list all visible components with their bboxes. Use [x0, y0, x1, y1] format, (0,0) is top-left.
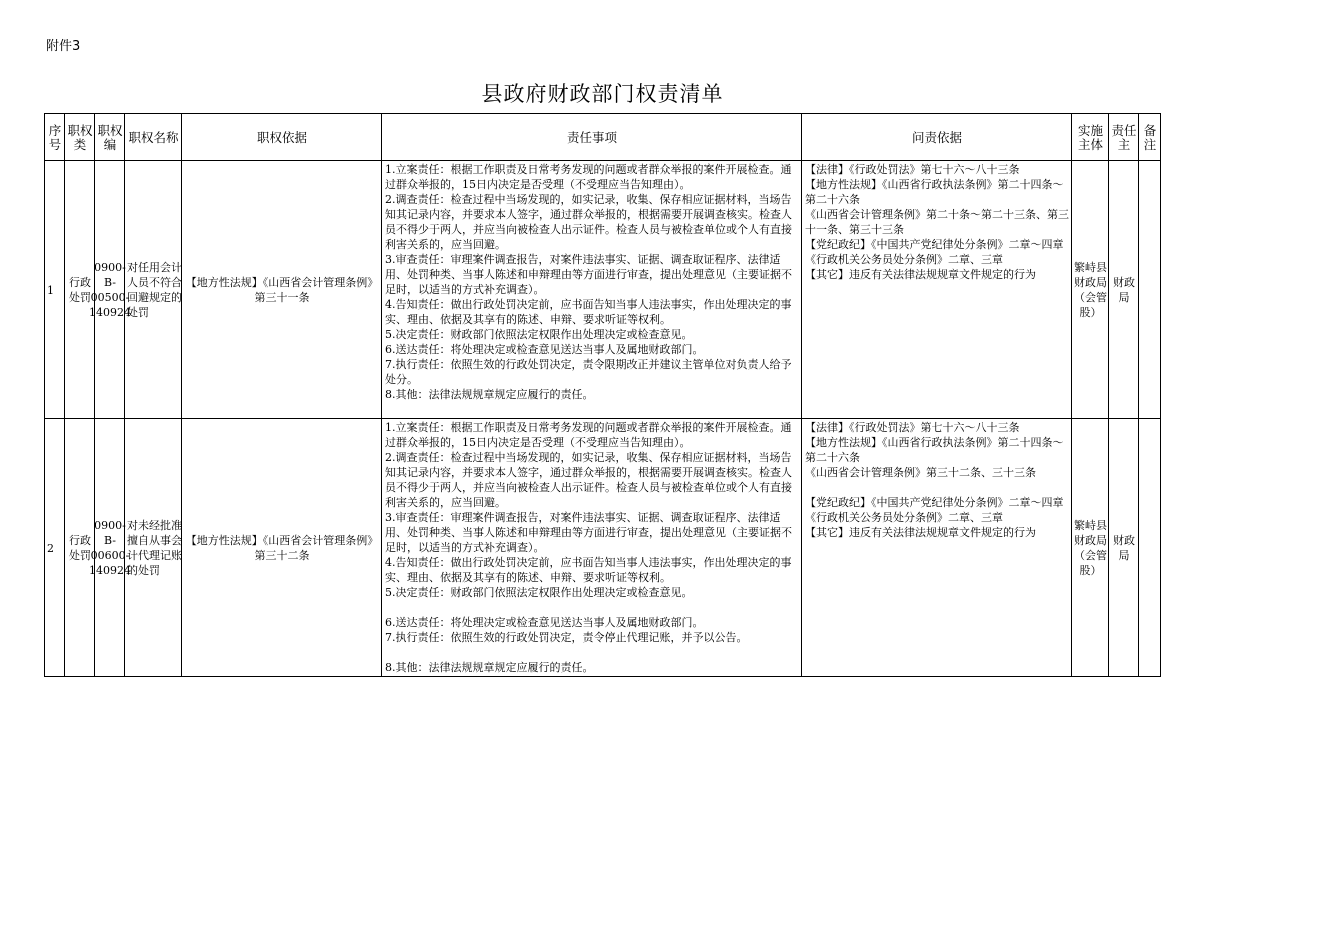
- row-1-name: 对任用会计人员不符合回避规定的处罚: [124, 160, 182, 419]
- header-code: 职权编: [94, 113, 125, 161]
- row-1-code: 0900-B-00500-140924: [94, 160, 125, 419]
- header-duties: 责任事项: [381, 113, 802, 161]
- row-1-category: 行政处罚: [64, 160, 95, 419]
- row-2-subject: 繁峙县财政局（会管股）: [1071, 418, 1109, 677]
- row-2-code: 0900-B-00600-140924: [94, 418, 125, 677]
- row-1-seq: 1: [44, 160, 65, 419]
- row-1-basis: 【地方性法规】《山西省会计管理条例》第三十一条: [181, 160, 382, 419]
- row-2-accountability: 【法律】《行政处罚法》第七十六～八十三条 【地方性法规】《山西省行政执法条例》第二十四条～第二十六条 《山西省会计管理条例》第三十二条、三十三条 【党纪政纪】《中国共产党纪律处分条例》二章～四章 《行政机关公务员处分条例》二章、三章 【其它】违反有关法律法规规章文件规定的行为: [801, 418, 1072, 677]
- attachment-label: 附件3: [46, 39, 81, 54]
- row-2-name: 对未经批准擅自从事会计代理记账的处罚: [124, 418, 182, 677]
- duty-list-table: [44, 113, 1160, 676]
- row-1-accountability: 【法律】《行政处罚法》第七十六～八十三条 【地方性法规】《山西省行政执法条例》第二十四条～第二十六条 《山西省会计管理条例》第二十条～第二十三条、第三十一条、第三十三条 【党纪政纪】《中国共产党纪律处分条例》二章～四章 《行政机关公务员处分条例》二章、三章 【其它】违反有关法律法规规章文件规定的行为: [801, 160, 1072, 419]
- page-title: 县政府财政部门权责清单: [481, 82, 724, 106]
- header-subject: 实施主体: [1071, 113, 1109, 161]
- row-1-remark: [1138, 160, 1161, 419]
- row-1-responsible: 财政局: [1108, 160, 1139, 419]
- header-name: 职权名称: [124, 113, 182, 161]
- row-2-responsible: 财政局: [1108, 418, 1139, 677]
- table-right-border: [1160, 113, 1161, 677]
- row-2-remark: [1138, 418, 1161, 677]
- header-seq: 序号: [44, 113, 65, 161]
- header-category: 职权类: [64, 113, 95, 161]
- header-responsible: 责任主: [1108, 113, 1139, 161]
- row-2-duties: 1.立案责任：根据工作职责及日常考务发现的问题或者群众举报的案件开展检查。通过群众举报的，15日内决定是否受理（不受理应当告知理由）。 2.调查责任：检查过程中当场发现的，如实记录，收集、保存相应证据材料，当场告知其记录内容，并要求本人签字，通过群众举报的，根据需要开展调查核实。检查人员不得少于两人，并应当向被检查人出示证件。检查人员与被检查单位或个人有直接利害关系的，应当回避。 3.审查责任：审理案件调查报告，对案件违法事实、证据、调查取证程序、法律适用、处罚种类、当事人陈述和申辩理由等方面进行审查，提出处理意见（主要证据不足时，以适当的方式补充调查）。 4.告知责任：做出行政处罚决定前，应书面告知当事人违法事实，作出处理决定的事实、理由、依据及其享有的陈述、申辩、要求听证等权利。 5.决定责任：财政部门依照法定权限作出处理决定或检查意见。 6.送达责任：将处理决定或检查意见送达当事人及属地财政部门。 7.执行责任：依照生效的行政处罚决定，责令停止代理记账，并予以公告。 8.其他：法律法规规章规定应履行的责任。: [381, 418, 802, 677]
- header-basis: 职权依据: [181, 113, 382, 161]
- header-accountability: 问责依据: [801, 113, 1072, 161]
- row-2-category: 行政处罚: [64, 418, 95, 677]
- row-2-basis: 【地方性法规】《山西省会计管理条例》第三十二条: [181, 418, 382, 677]
- table-bottom-border: [44, 676, 1161, 677]
- row-1-subject: 繁峙县财政局（会管股）: [1071, 160, 1109, 419]
- row-1-duties: 1.立案责任：根据工作职责及日常考务发现的问题或者群众举报的案件开展检查。通过群众举报的，15日内决定是否受理（不受理应当告知理由）。 2.调查责任：检查过程中当场发现的，如实记录，收集、保存相应证据材料，当场告知其记录内容，并要求本人签字，通过群众举报的，根据需要开展调查核实。检查人员不得少于两人，并应当向被检查人出示证件。检查人员与被检查单位或个人有直接利害关系的，应当回避。 3.审查责任：审理案件调查报告，对案件违法事实、证据、调查取证程序、法律适用、处罚种类、当事人陈述和申辩理由等方面进行审查，提出处理意见（主要证据不足时，以适当的方式补充调查）。 4.告知责任：做出行政处罚决定前，应书面告知当事人违法事实，作出处理决定的事实、理由、依据及其享有的陈述、申辩、要求听证等权利。 5.决定责任：财政部门依照法定权限作出处理决定或检查意见。 6.送达责任：将处理决定或检查意见送达当事人及属地财政部门。 7.执行责任：依照生效的行政处罚决定，责令限期改正并建议主管单位对负责人给予处分。 8.其他：法律法规规章规定应履行的责任。: [381, 160, 802, 419]
- row-2-seq: 2: [44, 418, 65, 677]
- header-remark: 备注: [1138, 113, 1161, 161]
